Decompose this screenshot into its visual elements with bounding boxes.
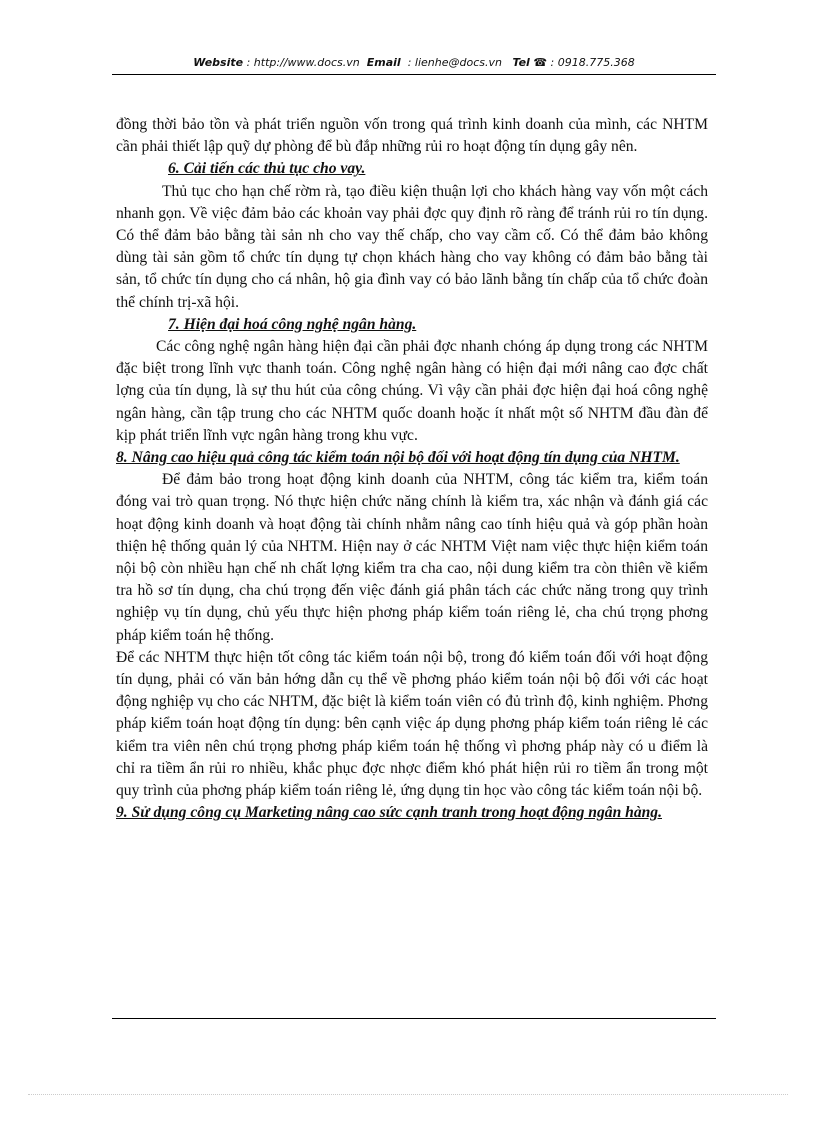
- paragraph-intro: đồng thời bảo tồn và phát triển nguồn vốn trong quá trình kinh doanh của mình, các NHTM cần phải thiết lập quỹ dự phòng để bù đắp những rủi ro hoạt động tín dụng gây nên.: [116, 116, 708, 156]
- page-bottom-border: [28, 1094, 788, 1095]
- paragraph-section-7: Các công nghệ ngân hàng hiện đại cần phải đợc nhanh chóng áp dụng trong các NHTM đặc biệt trong lĩnh vực thanh toán. Công nghệ ngân hàng có hiện đại mới nâng cao đợc chất lợng của tín dụng, là sự thu hút của công chúng. Vì vậy cần phải đợc hiện đại hoá công nghệ ngân hàng, cần tập trung cho các NHTM quốc doanh hoặc ít nhất một số NHTM đầu đàn để kịp phát triển lĩnh vực ngân hàng trong khu vực.: [116, 338, 708, 444]
- paragraph-section-8b: Để các NHTM thực hiện tốt công tác kiểm toán nội bộ, trong đó kiểm toán đối với hoạt động tín dụng, phải có văn bản hớng dẫn cụ thể về phơng pháo kiểm toán nội bộ đối với các hoạt động nghiệp vụ cho các NHTM, đặc biệt là kiểm toán viên có đủ trình độ, kinh nghiệm. Phơng pháp kiểm toán hoạt động tín dụng: bên cạnh việc áp dụng phơng pháp kiểm toán riêng lẻ các kiểm tra viên nên chú trọng phơng pháp kiểm toán hệ thống vì phơng pháp này có u điểm là chỉ ra tiềm ẩn rủi ro nhiều, khắc phục đợc nhợc điểm khó phát hiện rủi ro tiềm ẩn trong một quy trình của phơng pháp kiểm toán riêng lẻ, ứng dụng tin học vào công tác kiểm toán nội bộ.: [116, 648, 708, 800]
- section-heading-6: 6. Cải tiến các thủ tục cho vay.: [168, 160, 366, 178]
- section-heading-9: 9. Sử dụng công cụ Marketing nâng cao sức cạnh tranh trong hoạt động ngân hàng.: [116, 804, 662, 822]
- document-body: [116, 114, 708, 825]
- email-label: Email: [366, 56, 401, 69]
- tel-label: Tel: [512, 56, 530, 69]
- header-divider: [112, 74, 716, 75]
- section-heading-7: 7. Hiện đại hoá công nghệ ngân hàng.: [168, 315, 417, 333]
- paragraph-section-6: Thủ tục cho hạn chế rờm rà, tạo điều kiện thuận lợi cho khách hàng vay vốn một cách nhanh gọn. Về việc đảm bảo các khoản vay phải đợc quy định rõ ràng để tránh rủi ro tín dụng. Có thể đảm bảo bằng tài sản nh cho vay thế chấp, cho vay cầm cố. Có thể đảm bảo không dùng tài sản gồm tổ chức tín dụng tự chọn khách hàng cho vay không có đảm bảo bằng tài sản, tổ chức tín dụng cho cá nhân, hộ gia đình vay có bảo lãnh bằng tín chấp của tổ chức đoàn thể chính trị-xã hội.: [116, 182, 708, 311]
- website-label: Website: [193, 56, 244, 69]
- section-heading-8: 8. Nâng cao hiệu quả công tác kiểm toán nội bộ đối với hoạt động tín dụng của NHTM.: [116, 449, 680, 467]
- website-value: : http://www.docs.vn: [246, 56, 360, 69]
- footer-divider: [112, 1018, 716, 1019]
- email-value: : lienhe@docs.vn: [407, 56, 502, 69]
- tel-value: ☎ : 0918.775.368: [533, 56, 635, 69]
- page-header: [112, 56, 716, 69]
- paragraph-section-8a: Để đảm bảo trong hoạt động kinh doanh của NHTM, công tác kiểm tra, kiểm toán đóng vai trò quan trọng. Nó thực hiện chức năng chính là kiểm tra, xác nhận và đánh giá các hoạt động kinh doanh và hoạt động tài chính nhằm nâng cao tính hiệu quả và góp phần hoàn thiện hệ thống quản lý của NHTM. Hiện nay ở các NHTM Việt nam việc thực hiện kiểm toán nội bộ còn nhiều hạn chế nh chất lợng kiểm tra cha cao, nội dung kiểm tra còn thiên về kiểm tra hồ sơ tín dụng, cha chú trọng đến việc đánh giá phân tách các chức năng trong quy trình nghiệp vụ tín dụng, chủ yếu thực hiện phơng pháp kiểm toán riêng lẻ, cha chú trọng phơng pháp kiểm toán hệ thống.: [116, 471, 708, 644]
